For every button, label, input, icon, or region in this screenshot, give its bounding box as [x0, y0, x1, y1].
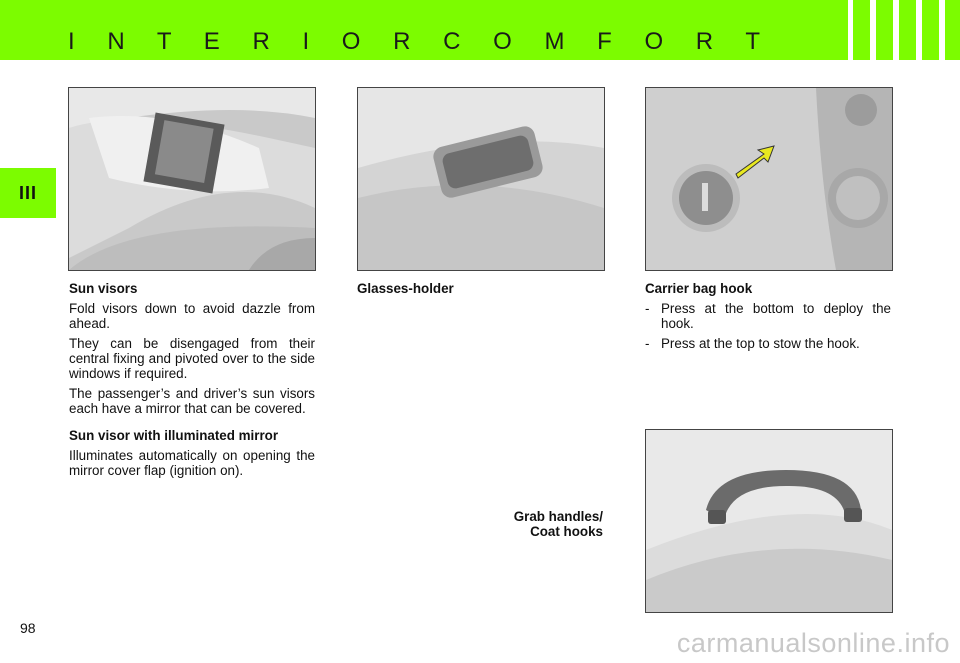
paragraph: They can be disengaged from their central fixing and pivoted over to the side windows if required. [69, 336, 315, 381]
sun-visors-section [69, 281, 315, 416]
illuminated-mirror-section [69, 428, 315, 478]
paragraph: The passenger’s and driver’s sun visors each have a mirror that can be covered. [69, 386, 315, 416]
list-item [645, 301, 891, 331]
grab-handle-photo [645, 429, 893, 613]
grab-handles-caption [440, 509, 603, 539]
list-item [645, 336, 891, 351]
glasses-holder-heading: Glasses-holder [357, 281, 454, 296]
glasses-holder-photo [357, 87, 605, 271]
page-number: 98 [20, 620, 36, 636]
header-stripe [848, 0, 853, 60]
chapter-tab: III [0, 168, 56, 218]
bullet-dash: - [645, 336, 650, 351]
list-item-text: Press at the bottom to deploy the hook. [661, 301, 891, 331]
section-heading: Sun visor with illuminated mirror [69, 428, 279, 443]
page-title: I N T E R I O R C O M F O R T [68, 28, 774, 55]
sun-visor-photo [68, 87, 316, 271]
watermark: carmanualsonline.info [676, 628, 950, 658]
caption-line: Grab handles/ [513, 509, 603, 524]
header-stripe [893, 0, 899, 60]
caption-line: Coat hooks [530, 524, 603, 539]
page-header [0, 0, 960, 60]
header-stripe [870, 0, 876, 60]
bullet-dash: - [645, 301, 650, 316]
paragraph: Fold visors down to avoid dazzle from ahead. [69, 301, 315, 331]
paragraph: Illuminates automatically on opening the mirror cover flap (ignition on). [69, 448, 315, 478]
header-stripe [939, 0, 945, 60]
section-heading: Sun visors [69, 281, 138, 296]
list-item-text: Press at the top to stow the hook. [661, 336, 860, 351]
carrier-bag-hook-section [645, 281, 891, 351]
carrier-bag-hook-photo [645, 87, 893, 271]
section-heading: Carrier bag hook [645, 281, 753, 296]
header-stripe [916, 0, 922, 60]
